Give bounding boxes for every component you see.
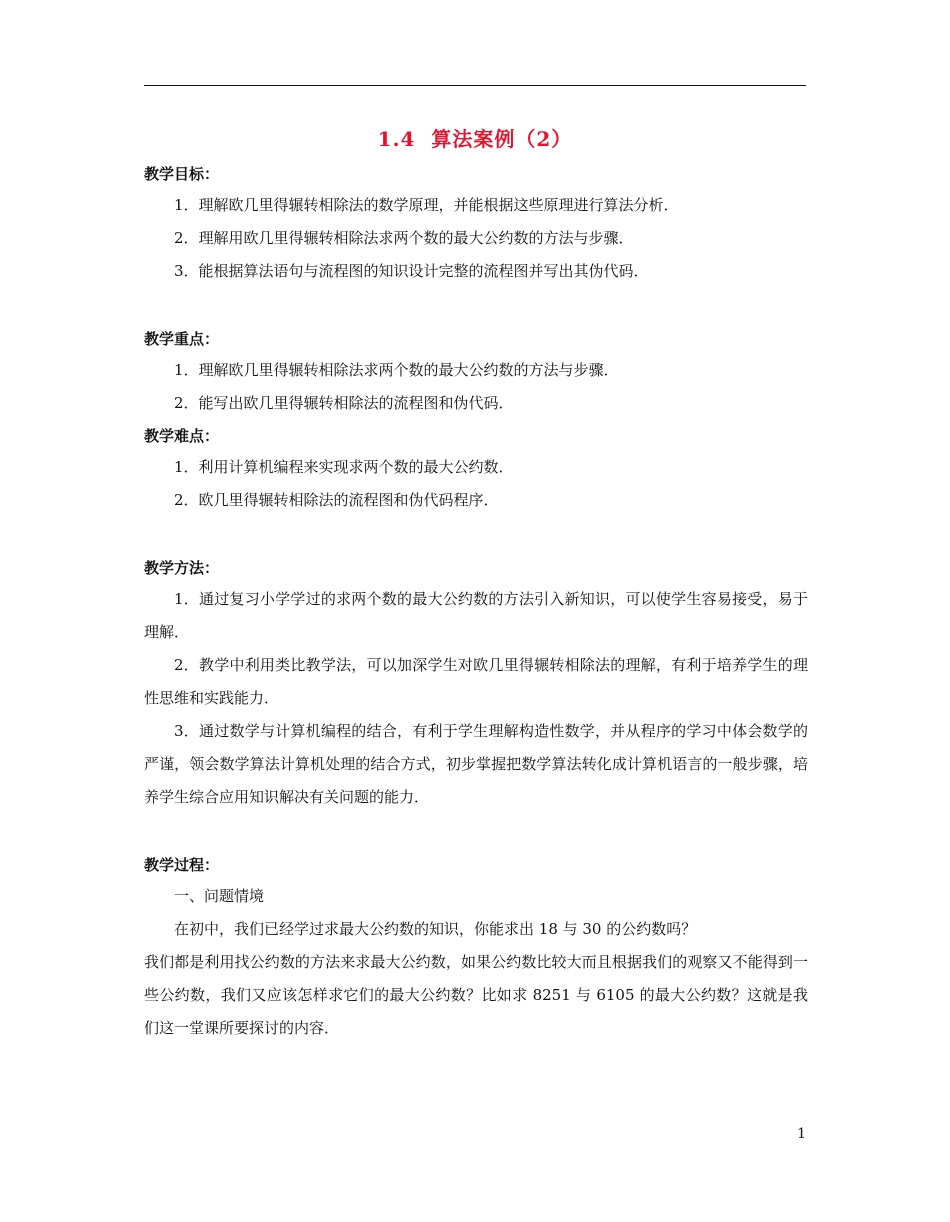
objective-item-3: 3．能根据算法语句与流程图的知识设计完整的流程图并写出其伪代码． [174,262,649,280]
key-point-item-2: 2．能写出欧几里得辗转相除法的流程图和伪代码． [174,394,514,412]
page-number: 1 [797,1126,806,1142]
process-paragraph: 我们都是利用找公约数的方法来求最大公约数，如果公约数比较大而且根据我们的观察又不能得到一些公约数，我们又应该怎样求它们的最大公约数？比如求 8251 与 6105 的最大公约数？这就是我们这一堂课所要探讨的内容． [144,953,808,1037]
process-question: 在初中，我们已经学过求最大公约数的知识，你能求出 18 与 30 的公约数吗？ [174,920,697,938]
difficulty-item-2: 2．欧几里得辗转相除法的流程图和伪代码程序． [174,491,499,509]
document-title: 1.4 算法案例（2） [377,127,573,151]
key-points-heading: 教学重点： [144,330,220,348]
process-heading: 教学过程： [144,856,220,874]
process-subheading: 一、问题情境 [174,887,265,905]
objectives-heading: 教学目标： [144,165,220,183]
method-item-2: 2．教学中利用类比教学法，可以加深学生对欧几里得辗转相除法的理解，有利于培养学生的理性思维和实践能力． [144,656,808,707]
difficulties-heading: 教学难点： [144,427,220,445]
document-body [144,163,808,1045]
method-item-1: 1．通过复习小学学过的求两个数的最大公约数的方法引入新知识，可以使学生容易接受，易于理解． [144,590,808,641]
difficulty-item-1: 1．利用计算机编程来实现求两个数的最大公约数． [174,458,514,476]
method-item-3: 3．通过数学与计算机编程的结合，有利于学生理解构造性数学，并从程序的学习中体会数学的严谨，领会数学算法计算机处理的结合方式，初步掌握把数学算法转化成计算机语言的一般步骤，培养学生综合应用知识解决有关问题的能力． [144,722,808,806]
objective-item-1: 1．理解欧几里得辗转相除法的数学原理，并能根据这些原理进行算法分析． [174,196,679,214]
key-point-item-1: 1．理解欧几里得辗转相除法求两个数的最大公约数的方法与步骤． [174,361,619,379]
methods-heading: 教学方法： [144,559,220,577]
objective-item-2: 2．理解用欧几里得辗转相除法求两个数的最大公约数的方法与步骤． [174,229,634,247]
header-rule [144,85,806,86]
